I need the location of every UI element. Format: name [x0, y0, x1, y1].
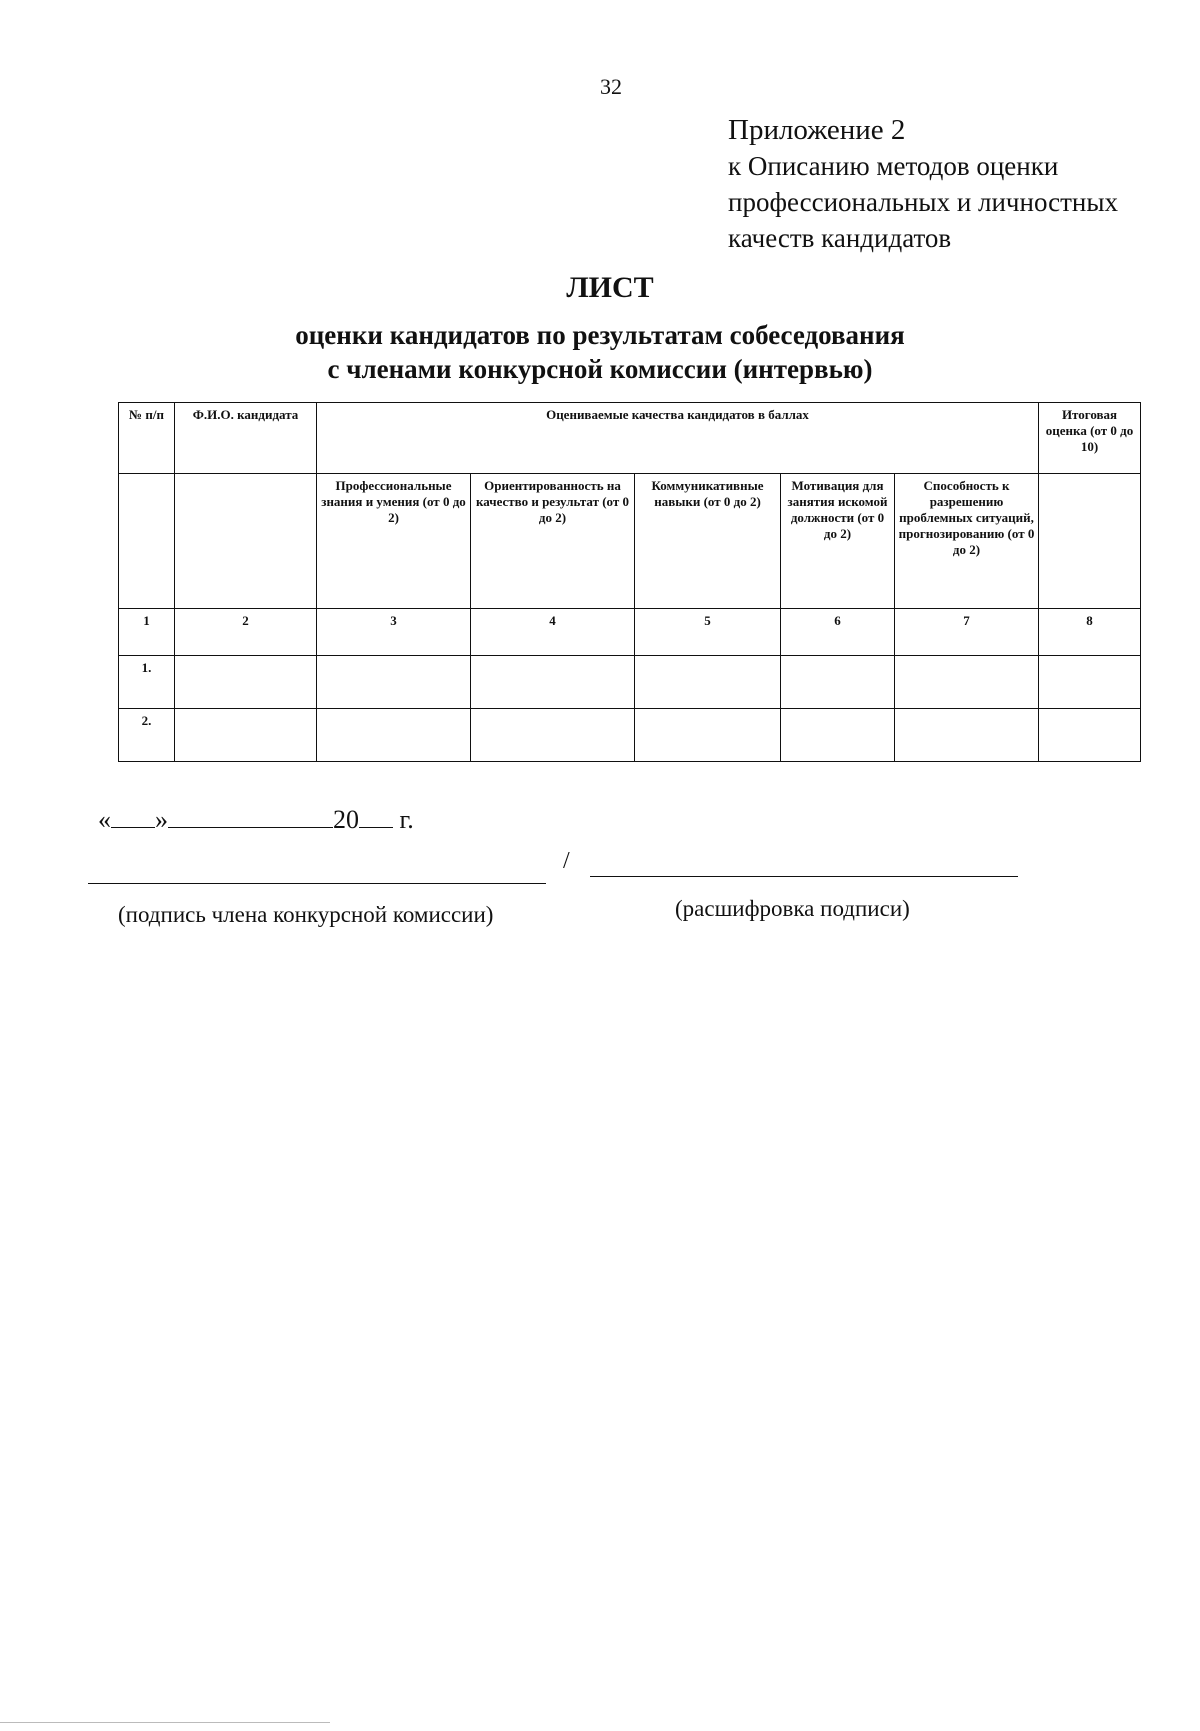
- appendix-block: [728, 112, 1118, 256]
- header-number-continuation: [119, 474, 175, 609]
- column-number: 2: [175, 609, 317, 656]
- header-qualities: Оцениваемые качества кандидатов в баллах: [317, 403, 1039, 474]
- score-cell[interactable]: [781, 709, 895, 762]
- column-number: 4: [471, 609, 635, 656]
- document-title-main: ЛИСТ: [566, 271, 654, 304]
- evaluation-table: [118, 402, 1141, 762]
- year-blank[interactable]: [359, 805, 393, 828]
- subheader-problem-solving: Способность к разрешению проблемных ситуаций, прогнозированию (от 0 до 2): [895, 474, 1039, 609]
- score-cell[interactable]: [635, 709, 781, 762]
- score-cell[interactable]: [471, 656, 635, 709]
- signature-transcript-caption: (расшифровка подписи): [675, 896, 910, 921]
- signature-caption: (подпись члена конкурсной комиссии): [118, 902, 494, 927]
- table-row: [119, 709, 1141, 762]
- subheader-professional-knowledge: Профессиональные знания и умения (от 0 до 2): [317, 474, 471, 609]
- row-number: 1.: [119, 656, 175, 709]
- appendix-line: качеств кандидатов: [728, 223, 952, 253]
- header-number: № п/п: [119, 403, 175, 474]
- document-title: [0, 268, 1200, 386]
- date-line: [98, 805, 414, 835]
- header-total: Итоговая оценка (от 0 до 10): [1039, 403, 1141, 474]
- signature-transcript-line[interactable]: [590, 876, 1018, 877]
- row-number: 2.: [119, 709, 175, 762]
- page-number: 32: [600, 74, 622, 99]
- column-number: 3: [317, 609, 471, 656]
- signature-line[interactable]: [88, 883, 546, 884]
- column-number: 8: [1039, 609, 1141, 656]
- appendix-title: Приложение 2: [728, 114, 906, 146]
- total-score-cell[interactable]: [1039, 656, 1141, 709]
- score-cell[interactable]: [471, 709, 635, 762]
- signature-separator: /: [563, 848, 570, 874]
- subheader-quality-orientation: Ориентированность на качество и результат (от 0 до 2): [471, 474, 635, 609]
- document-title-subtitle: оценки кандидатов по результатам собеседования: [295, 320, 905, 350]
- subheader-motivation: Мотивация для занятия искомой должности (от 0 до 2): [781, 474, 895, 609]
- score-cell[interactable]: [317, 656, 471, 709]
- table-row: [119, 656, 1141, 709]
- appendix-line: профессиональных и личностных: [728, 187, 1119, 217]
- column-number: 5: [635, 609, 781, 656]
- subheader-total-blank: [1039, 474, 1141, 609]
- header-fio: Ф.И.О. кандидата: [175, 403, 317, 474]
- score-cell[interactable]: [317, 709, 471, 762]
- document-title-subtitle: с членами конкурсной комиссии (интервью): [327, 354, 873, 384]
- header-fio-continuation: [175, 474, 317, 609]
- total-score-cell[interactable]: [1039, 709, 1141, 762]
- table-subheader-row: [119, 474, 1141, 609]
- score-cell[interactable]: [635, 656, 781, 709]
- month-blank[interactable]: [168, 805, 333, 828]
- column-number: 7: [895, 609, 1039, 656]
- column-number: 1: [119, 609, 175, 656]
- evaluation-table-wrapper: [118, 402, 1141, 762]
- scan-edge-mark: [0, 1722, 330, 1723]
- subheader-communication-skills: Коммуникативные навыки (от 0 до 2): [635, 474, 781, 609]
- year-prefix: 20: [333, 805, 359, 834]
- score-cell[interactable]: [781, 656, 895, 709]
- date-close-quote: »: [155, 805, 168, 834]
- appendix-line: к Описанию методов оценки: [728, 151, 1059, 181]
- column-number: 6: [781, 609, 895, 656]
- date-open-quote: «: [98, 805, 111, 834]
- year-suffix: г.: [399, 805, 414, 834]
- day-blank[interactable]: [111, 805, 155, 828]
- table-header-row: [119, 403, 1141, 474]
- score-cell[interactable]: [895, 656, 1039, 709]
- score-cell[interactable]: [895, 709, 1039, 762]
- candidate-name-cell[interactable]: [175, 656, 317, 709]
- candidate-name-cell[interactable]: [175, 709, 317, 762]
- column-number-row: [119, 609, 1141, 656]
